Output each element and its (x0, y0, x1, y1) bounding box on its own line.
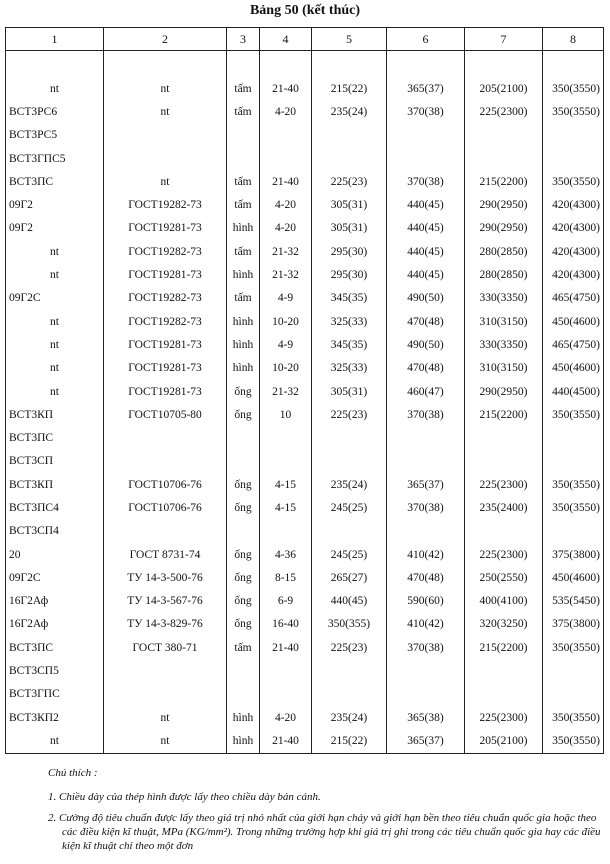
cell-grade: ВСТ3СП4 (6, 520, 104, 543)
steel-strength-table (5, 27, 604, 754)
cell-col5 (312, 683, 387, 706)
cell-thickness: 21-32 (260, 263, 312, 286)
cell-grade: ВСТ3ПС (6, 636, 104, 659)
cell-standard: ТУ 14-3-567-76 (104, 590, 227, 613)
table-row (6, 193, 604, 216)
cell-grade: 09Г2С (6, 566, 104, 589)
cell-standard: ГОСТ19281-73 (104, 217, 227, 240)
cell-shape: tấm (227, 100, 260, 123)
table-row (6, 217, 604, 240)
table-row (6, 147, 604, 170)
cell-shape (227, 147, 260, 170)
cell-col8: 465(4750) (543, 333, 604, 356)
cell-col6 (387, 683, 465, 706)
cell-grade: 09Г2С (6, 287, 104, 310)
cell-col8: 420(4300) (543, 263, 604, 286)
table-row (6, 520, 604, 543)
table-row (6, 263, 604, 286)
cell-col5: 305(31) (312, 217, 387, 240)
cell-col6: 470(48) (387, 357, 465, 380)
cell-grade: nt (6, 380, 104, 403)
cell-thickness: 4-36 (260, 543, 312, 566)
cell-col5: 245(25) (312, 543, 387, 566)
cell-standard: nt (104, 706, 227, 729)
cell-shape: tấm (227, 636, 260, 659)
cell-shape: hình (227, 217, 260, 240)
cell-grade: ВСТ3ПС (6, 426, 104, 449)
spacer-row (6, 51, 604, 78)
cell-col8: 465(4750) (543, 287, 604, 310)
table-row (6, 240, 604, 263)
cell-standard: ТУ 14-3-500-76 (104, 566, 227, 589)
cell-standard: ГОСТ19282-73 (104, 310, 227, 333)
cell-col5 (312, 659, 387, 682)
cell-col7: 310(3150) (465, 357, 543, 380)
cell-col5: 305(31) (312, 380, 387, 403)
cell-grade: ВСТ3РС5 (6, 124, 104, 147)
cell-shape: hình (227, 706, 260, 729)
cell-shape: tấm (227, 240, 260, 263)
notes-section (48, 766, 608, 853)
table-row (6, 100, 604, 123)
cell-standard (104, 426, 227, 449)
cell-col5: 295(30) (312, 240, 387, 263)
cell-standard (104, 147, 227, 170)
cell-col7: 225(2300) (465, 100, 543, 123)
cell-grade: 16Г2Аф (6, 590, 104, 613)
cell-col8 (543, 426, 604, 449)
cell-thickness: 6-9 (260, 590, 312, 613)
col-header: 4 (260, 28, 312, 51)
cell-col7 (465, 426, 543, 449)
cell-shape: ống (227, 496, 260, 519)
cell-col8: 420(4300) (543, 193, 604, 216)
cell-col8: 375(3800) (543, 613, 604, 636)
cell-col5: 245(25) (312, 496, 387, 519)
cell-standard (104, 683, 227, 706)
cell-grade: ВСТ3СП (6, 450, 104, 473)
cell-grade: nt (6, 333, 104, 356)
table-row (6, 496, 604, 519)
cell-shape (227, 520, 260, 543)
cell-col5 (312, 426, 387, 449)
cell-col8: 350(3550) (543, 496, 604, 519)
cell-col7 (465, 450, 543, 473)
cell-col5: 305(31) (312, 193, 387, 216)
cell-col6: 410(42) (387, 613, 465, 636)
cell-col6: 590(60) (387, 590, 465, 613)
cell-col5: 235(24) (312, 706, 387, 729)
cell-col7 (465, 683, 543, 706)
cell-col6: 410(42) (387, 543, 465, 566)
cell-col8: 350(3550) (543, 729, 604, 753)
cell-thickness: 21-32 (260, 380, 312, 403)
cell-col8 (543, 147, 604, 170)
cell-col7: 250(2550) (465, 566, 543, 589)
cell-grade: nt (6, 240, 104, 263)
table-row (6, 380, 604, 403)
cell-col5 (312, 520, 387, 543)
col-header: 3 (227, 28, 260, 51)
cell-shape (227, 450, 260, 473)
table-row (6, 613, 604, 636)
cell-col8: 450(4600) (543, 566, 604, 589)
cell-col6: 365(37) (387, 473, 465, 496)
cell-standard: ГОСТ10706-76 (104, 473, 227, 496)
table-row (6, 659, 604, 682)
cell-thickness: 4-20 (260, 193, 312, 216)
cell-standard: ГОСТ19281-73 (104, 357, 227, 380)
cell-shape: ống (227, 613, 260, 636)
col-header: 8 (543, 28, 604, 51)
cell-col6: 370(38) (387, 403, 465, 426)
cell-grade: nt (6, 310, 104, 333)
cell-col6 (387, 659, 465, 682)
cell-col7: 330(3350) (465, 333, 543, 356)
cell-grade: 09Г2 (6, 217, 104, 240)
cell-thickness: 4-9 (260, 333, 312, 356)
cell-shape (227, 124, 260, 147)
cell-col7: 215(2200) (465, 403, 543, 426)
cell-col8: 440(4500) (543, 380, 604, 403)
table-row (6, 287, 604, 310)
cell-grade: ВСТ3КП (6, 403, 104, 426)
cell-col7: 330(3350) (465, 287, 543, 310)
table-row (6, 333, 604, 356)
cell-col8: 375(3800) (543, 543, 604, 566)
cell-shape: ống (227, 543, 260, 566)
cell-col6 (387, 147, 465, 170)
cell-col7: 280(2850) (465, 240, 543, 263)
cell-col7: 280(2850) (465, 263, 543, 286)
cell-shape: tấm (227, 77, 260, 100)
table-row (6, 170, 604, 193)
cell-col8: 350(3550) (543, 100, 604, 123)
cell-grade: nt (6, 263, 104, 286)
cell-col5: 235(24) (312, 473, 387, 496)
cell-shape: hình (227, 729, 260, 753)
table-row (6, 566, 604, 589)
cell-col7 (465, 124, 543, 147)
cell-thickness (260, 426, 312, 449)
cell-col5: 225(23) (312, 403, 387, 426)
cell-thickness (260, 520, 312, 543)
cell-grade: ВСТ3СП5 (6, 659, 104, 682)
cell-shape: hình (227, 357, 260, 380)
table-row (6, 543, 604, 566)
cell-grade: 09Г2 (6, 193, 104, 216)
cell-col6 (387, 450, 465, 473)
cell-col5: 345(35) (312, 287, 387, 310)
cell-col7: 205(2100) (465, 77, 543, 100)
table-row (6, 450, 604, 473)
cell-col6: 370(38) (387, 636, 465, 659)
col-header: 5 (312, 28, 387, 51)
cell-col5: 440(45) (312, 590, 387, 613)
cell-col8: 350(3550) (543, 706, 604, 729)
cell-standard: ГОСТ19281-73 (104, 380, 227, 403)
cell-col6: 470(48) (387, 566, 465, 589)
cell-col6: 440(45) (387, 240, 465, 263)
cell-shape: hình (227, 263, 260, 286)
table-row (6, 706, 604, 729)
cell-col8 (543, 683, 604, 706)
cell-standard: ГОСТ19282-73 (104, 240, 227, 263)
cell-col5 (312, 124, 387, 147)
cell-col5: 265(27) (312, 566, 387, 589)
cell-standard: ГОСТ 380-71 (104, 636, 227, 659)
cell-col7: 215(2200) (465, 170, 543, 193)
table-body (6, 51, 604, 754)
table-row (6, 729, 604, 753)
cell-col8 (543, 124, 604, 147)
cell-grade: nt (6, 729, 104, 753)
cell-standard: nt (104, 170, 227, 193)
cell-thickness: 21-40 (260, 77, 312, 100)
cell-col6: 365(37) (387, 729, 465, 753)
cell-col8: 350(3550) (543, 473, 604, 496)
cell-grade: ВСТ3ПС4 (6, 496, 104, 519)
cell-col7: 310(3150) (465, 310, 543, 333)
cell-grade: ВСТ3ГПС5 (6, 147, 104, 170)
cell-col5: 345(35) (312, 333, 387, 356)
cell-shape (227, 683, 260, 706)
cell-col8: 450(4600) (543, 310, 604, 333)
col-header: 1 (6, 28, 104, 51)
cell-standard: ГОСТ19281-73 (104, 333, 227, 356)
cell-col6 (387, 426, 465, 449)
cell-col7 (465, 659, 543, 682)
cell-thickness: 21-40 (260, 170, 312, 193)
cell-shape: hình (227, 310, 260, 333)
cell-col6 (387, 124, 465, 147)
cell-col6: 460(47) (387, 380, 465, 403)
cell-standard: ГОСТ19282-73 (104, 193, 227, 216)
cell-col7: 290(2950) (465, 380, 543, 403)
cell-standard: ГОСТ10706-76 (104, 496, 227, 519)
cell-thickness: 4-20 (260, 217, 312, 240)
cell-col7: 320(3250) (465, 613, 543, 636)
cell-col8: 450(4600) (543, 357, 604, 380)
cell-col5 (312, 450, 387, 473)
cell-col6: 490(50) (387, 333, 465, 356)
cell-grade: nt (6, 77, 104, 100)
cell-grade: nt (6, 357, 104, 380)
table-row (6, 357, 604, 380)
cell-shape: ống (227, 403, 260, 426)
cell-thickness: 10 (260, 403, 312, 426)
cell-grade: ВСТ3РС6 (6, 100, 104, 123)
cell-standard: ГОСТ10705-80 (104, 403, 227, 426)
cell-col5: 225(23) (312, 170, 387, 193)
cell-shape: ống (227, 566, 260, 589)
note-item: 1. Chiều dày của thép hình được lấy theo chiều dày bản cánh. (48, 791, 321, 803)
cell-thickness: 4-15 (260, 496, 312, 519)
cell-col7: 215(2200) (465, 636, 543, 659)
cell-col6: 440(45) (387, 193, 465, 216)
cell-standard: ГОСТ19281-73 (104, 263, 227, 286)
cell-col5: 235(24) (312, 100, 387, 123)
cell-thickness: 10-20 (260, 310, 312, 333)
cell-thickness: 4-15 (260, 473, 312, 496)
cell-col5: 350(355) (312, 613, 387, 636)
cell-col8 (543, 659, 604, 682)
cell-shape: tấm (227, 287, 260, 310)
cell-col8: 535(5450) (543, 590, 604, 613)
cell-col6: 490(50) (387, 287, 465, 310)
cell-grade: 16Г2Аф (6, 613, 104, 636)
table-row (6, 310, 604, 333)
cell-col5: 225(23) (312, 636, 387, 659)
cell-col8: 350(3550) (543, 636, 604, 659)
cell-standard (104, 520, 227, 543)
cell-col6: 470(48) (387, 310, 465, 333)
cell-shape: tấm (227, 170, 260, 193)
cell-col7: 290(2950) (465, 217, 543, 240)
cell-grade: ВСТ3ПС (6, 170, 104, 193)
cell-col5 (312, 147, 387, 170)
notes-heading: Chú thích : (48, 767, 98, 779)
cell-shape: hình (227, 333, 260, 356)
cell-col6: 370(38) (387, 496, 465, 519)
cell-thickness (260, 683, 312, 706)
cell-col7: 235(2400) (465, 496, 543, 519)
cell-standard: ГОСТ 8731-74 (104, 543, 227, 566)
cell-standard (104, 450, 227, 473)
cell-thickness: 8-15 (260, 566, 312, 589)
table-row (6, 636, 604, 659)
cell-col8: 420(4300) (543, 240, 604, 263)
table-row (6, 77, 604, 100)
cell-col8: 350(3550) (543, 403, 604, 426)
cell-thickness (260, 450, 312, 473)
cell-grade: ВСТ3ГПС (6, 683, 104, 706)
cell-standard (104, 124, 227, 147)
table-row (6, 124, 604, 147)
cell-col7: 225(2300) (465, 473, 543, 496)
cell-col6: 370(38) (387, 100, 465, 123)
cell-shape (227, 659, 260, 682)
cell-standard: ГОСТ19282-73 (104, 287, 227, 310)
cell-col8 (543, 520, 604, 543)
cell-col6: 440(45) (387, 217, 465, 240)
cell-thickness: 21-40 (260, 636, 312, 659)
cell-col5: 215(22) (312, 729, 387, 753)
header-row (6, 28, 604, 51)
cell-col5: 215(22) (312, 77, 387, 100)
cell-col7: 205(2100) (465, 729, 543, 753)
table-row (6, 683, 604, 706)
cell-col7: 225(2300) (465, 543, 543, 566)
table-row (6, 590, 604, 613)
cell-standard: nt (104, 729, 227, 753)
cell-col8: 420(4300) (543, 217, 604, 240)
cell-standard: nt (104, 100, 227, 123)
cell-grade: ВСТ3КП (6, 473, 104, 496)
cell-standard: nt (104, 77, 227, 100)
cell-shape: ống (227, 590, 260, 613)
cell-thickness: 4-20 (260, 706, 312, 729)
cell-grade: ВСТ3КП2 (6, 706, 104, 729)
cell-col5: 325(33) (312, 310, 387, 333)
cell-col7: 400(4100) (465, 590, 543, 613)
table-row (6, 403, 604, 426)
cell-thickness: 21-40 (260, 729, 312, 753)
cell-col7: 290(2950) (465, 193, 543, 216)
cell-thickness (260, 124, 312, 147)
cell-col6: 365(37) (387, 77, 465, 100)
cell-thickness: 21-32 (260, 240, 312, 263)
cell-thickness: 4-9 (260, 287, 312, 310)
cell-col8: 350(3550) (543, 77, 604, 100)
cell-shape (227, 426, 260, 449)
cell-thickness: 4-20 (260, 100, 312, 123)
col-header: 7 (465, 28, 543, 51)
cell-shape: ống (227, 380, 260, 403)
cell-thickness (260, 659, 312, 682)
table-row (6, 473, 604, 496)
cell-col6: 365(38) (387, 706, 465, 729)
table-row (6, 426, 604, 449)
col-header: 6 (387, 28, 465, 51)
col-header: 2 (104, 28, 227, 51)
cell-col6: 370(38) (387, 170, 465, 193)
cell-col5: 325(33) (312, 357, 387, 380)
cell-thickness: 16-40 (260, 613, 312, 636)
cell-grade: 20 (6, 543, 104, 566)
cell-thickness (260, 147, 312, 170)
cell-col6 (387, 520, 465, 543)
cell-thickness: 10-20 (260, 357, 312, 380)
cell-standard (104, 659, 227, 682)
cell-col7 (465, 520, 543, 543)
cell-col7: 225(2300) (465, 706, 543, 729)
note-item: 2. Cường độ tiêu chuẩn được lấy theo giá trị nhỏ nhất của giới hạn chảy và giới hạn bền theo tiêu chuẩn quốc gia hoặc theo các điều kiện kĩ thuật, MPa (KG/mm²). Trong những trường hợp khi giá trị ghi trong các tiêu chuẩn quốc gia hay các điều kiện kĩ thuật chỉ theo một đơn (48, 812, 601, 852)
cell-col8 (543, 450, 604, 473)
cell-shape: tấm (227, 193, 260, 216)
cell-col8: 350(3550) (543, 170, 604, 193)
cell-col6: 440(45) (387, 263, 465, 286)
cell-col7 (465, 147, 543, 170)
cell-shape: ống (227, 473, 260, 496)
cell-col5: 295(30) (312, 263, 387, 286)
table-title: Bảng 50 (kết thúc) (249, 3, 361, 18)
cell-standard: ТУ 14-3-829-76 (104, 613, 227, 636)
